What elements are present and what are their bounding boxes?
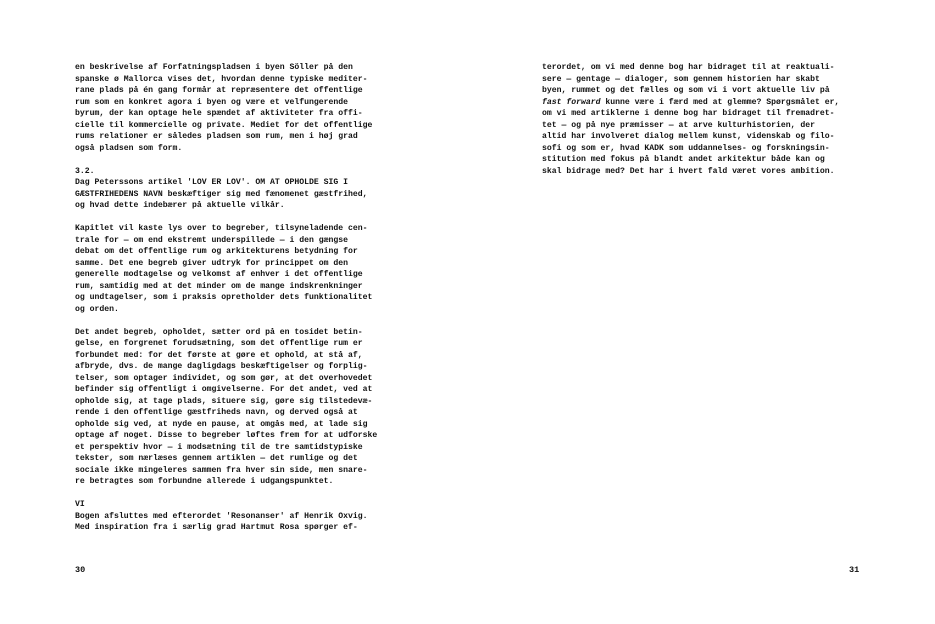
text-line: telser, som optager individet, og som gør, at det overhovedet — [75, 373, 373, 383]
text-line: opholde sig ved, at nyde en pause, at omgås med, at lade sig — [75, 419, 368, 429]
text-line: rums relationer er således pladsen som rum, men i høj grad — [75, 132, 358, 141]
paragraph — [75, 62, 393, 154]
right-page-text — [542, 62, 860, 177]
text-line: om vi med artiklerne i denne bog har bidraget til fremadret- — [542, 109, 835, 118]
text-line: fast forward kunne være i færd med at glemme? Spørgsmålet er, — [542, 97, 840, 107]
right-page-number: 31 — [849, 565, 860, 575]
text-line: byen, rummet og det fælles og som vi i vort aktuelle liv på — [542, 86, 830, 95]
text-line: byrum, der kan optage hele spændet af aktiviteter fra offi- — [75, 109, 363, 118]
text-line: tekster, som nærlæses gennem artiklen — det rumlige og det — [75, 454, 358, 463]
text-line: opholde sig, at tage plads, situere sig, gøre sig tilstedevæ- — [75, 396, 373, 406]
text-line: Kapitlet vil kaste lys over to begreber, tilsyneladende cen- — [75, 224, 368, 233]
left-page-text — [75, 62, 393, 534]
text-line: og hvad dette indebærer på aktuelle vilkår. — [75, 201, 285, 210]
text-line: også pladsen som form. — [75, 143, 183, 153]
text-line: re betragtes som forbundne allerede i udgangspunktet. — [75, 477, 334, 486]
text-line: spanske ø Mallorca vises det, hvordan denne typiske mediter- — [75, 74, 368, 84]
text-line: rende i den offentlige gæstfriheds navn, og derved også at — [75, 408, 358, 417]
text-line: Bogen afsluttes med efterordet 'Resonanser' af Henrik Oxvig. — [75, 511, 368, 521]
text-line: samme. Det ene begreb giver udtryk for princippet om den — [75, 258, 349, 268]
text-line: befinder sig offentligt i omgivelserne. For det andet, ved at — [75, 385, 373, 394]
text-line: terordet, om vi med denne bog har bidraget til at reaktuali- — [542, 63, 835, 72]
text-line: generelle modtagelse og velkomst af enhver i det offentlige — [75, 270, 363, 279]
text-line: skal bidrage med? Det har i hvert fald været vores ambition. — [542, 166, 835, 176]
text-line: og orden. — [75, 304, 119, 314]
text-line: sociale ikke mingeleres sammen fra hver sin side, men snare- — [75, 465, 368, 475]
text-line: GÆSTFRIHEDENS NAVN beskæftiger sig med fænomenet gæstfrihed, — [75, 189, 368, 199]
text-line: rum som en konkret agora i byen og være et velfungerende — [75, 97, 349, 107]
text-line: Med inspiration fra i særlig grad Hartmut Rosa spørger ef- — [75, 523, 358, 532]
text-line: altid har involveret dialog mellem kunst, videnskab og filo- — [542, 132, 835, 141]
text-line: Dag Peterssons artikel 'LOV ER LOV'. OM AT OPHOLDE SIG I — [75, 178, 349, 187]
text-line: sofi og som er, hvad KADK som uddannelses- og forskningsin- — [542, 143, 830, 153]
paragraph — [75, 166, 393, 212]
text-line: 3.2. — [75, 166, 95, 176]
text-line: gelse, en forgrenet forudsætning, som det offentlige rum er — [75, 339, 363, 348]
text-line: rane plads på én gang formår at repræsentere det offentlige — [75, 86, 363, 95]
text-line: forbundet med: for det første at gøre et ophold, at stå af, — [75, 350, 363, 360]
text-line: afbryde, dvs. de mange dagligdags beskæftigelser og forplig- — [75, 362, 368, 371]
paragraph — [75, 499, 393, 534]
text-line: debat om det offentlige rum og arkitekturens betydning for — [75, 247, 358, 256]
text-line: tet — og på nye præmisser — at arve kulturhistorien, der — [542, 120, 816, 130]
text-line: trale for — om end ekstremt underspillede — i den gængse — [75, 235, 349, 245]
text-line: og undtagelser, som i praksis opretholder dets funktionalitet — [75, 293, 373, 302]
text-line: rum, samtidig med at det minder om de mange indskrenkninger — [75, 281, 363, 291]
paragraph — [542, 62, 860, 177]
text-line: Det andet begreb, opholdet, sætter ord på en tosidet betin- — [75, 327, 363, 337]
left-page-number: 30 — [75, 565, 86, 575]
text-line: stitution med fokus på blandt andet arkitektur både kan og — [542, 155, 825, 164]
text-line: en beskrivelse af Forfatningspladsen i byen Söller på den — [75, 63, 353, 72]
paragraph — [75, 327, 393, 488]
text-line: cielle til kommercielle og private. Mediet for det offentlige — [75, 120, 373, 130]
text-line: optage af noget. Disse to begreber løftes frem for at udforske — [75, 431, 378, 440]
paragraph — [75, 223, 393, 315]
text-line: VI — [75, 500, 85, 509]
text-line: et perspektiv hvor — i modsætning til de tre samtidstypiske — [75, 442, 363, 452]
text-line: sere — gentage — dialoger, som gennem historien har skabt — [542, 74, 820, 84]
